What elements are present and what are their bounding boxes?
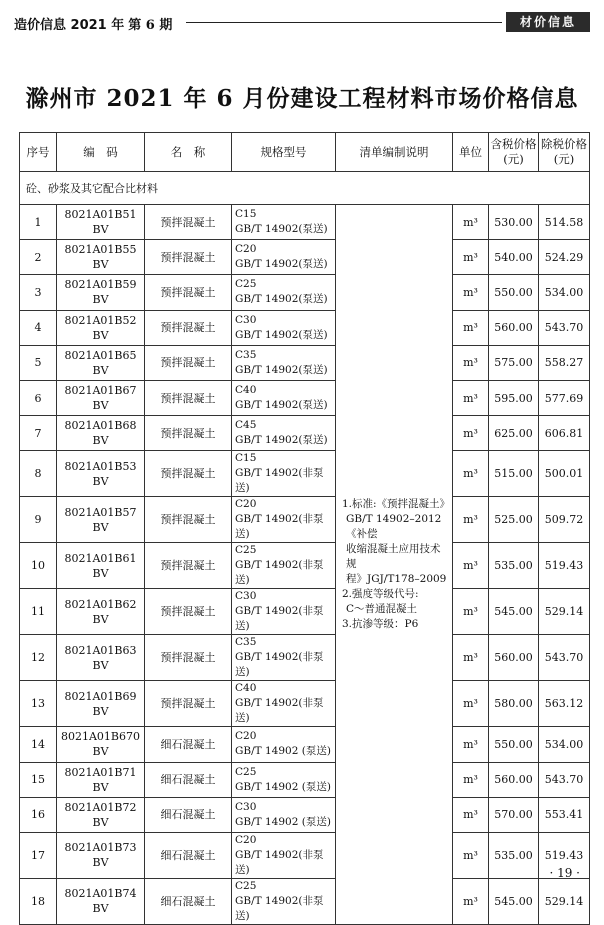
spec-grade: C20 bbox=[235, 243, 257, 256]
row-name: 细石混凝土 bbox=[145, 878, 232, 924]
code-line-2: BV bbox=[92, 474, 109, 488]
code-line-2: BV bbox=[92, 434, 109, 448]
spec-standard: GB/T 14902(非泵送) bbox=[235, 513, 324, 541]
table-row bbox=[20, 727, 590, 762]
code-line-1: 8021A01B55 bbox=[64, 243, 137, 257]
row-spec bbox=[232, 416, 336, 451]
row-unit: m³ bbox=[453, 762, 489, 797]
code-line-2: BV bbox=[92, 780, 109, 794]
code-line-2: BV bbox=[92, 704, 109, 718]
row-notax-price: 519.43 bbox=[539, 832, 590, 878]
table-row bbox=[20, 635, 590, 681]
code-line-2: BV bbox=[92, 566, 109, 580]
row-notax-price: 534.00 bbox=[539, 727, 590, 762]
row-code bbox=[57, 589, 145, 635]
table-row bbox=[20, 451, 590, 497]
row-code bbox=[57, 543, 145, 589]
code-line-1: 8021A01B59 bbox=[64, 278, 137, 292]
row-spec bbox=[232, 380, 336, 415]
row-tax-price: 560.00 bbox=[489, 762, 539, 797]
spec-grade: C40 bbox=[235, 384, 257, 397]
table-row bbox=[20, 589, 590, 635]
row-code bbox=[57, 497, 145, 543]
row-tax-price: 515.00 bbox=[489, 451, 539, 497]
row-code bbox=[57, 310, 145, 345]
page-title: 滁州市 2021 年 6 月份建设工程材料市场价格信息 bbox=[25, 85, 579, 112]
row-name: 预拌混凝土 bbox=[145, 635, 232, 681]
row-code bbox=[57, 275, 145, 310]
spec-standard: GB/T 14902 (泵送) bbox=[235, 745, 331, 758]
col-header-notax-price: 除税价格(元) bbox=[539, 133, 590, 172]
code-line-1: 8021A01B52 bbox=[64, 313, 137, 327]
row-name: 预拌混凝土 bbox=[145, 310, 232, 345]
row-spec bbox=[232, 681, 336, 727]
row-spec bbox=[232, 497, 336, 543]
spec-grade: C15 bbox=[235, 452, 257, 465]
row-unit: m³ bbox=[453, 878, 489, 924]
row-spec bbox=[232, 762, 336, 797]
row-tax-price: 560.00 bbox=[489, 310, 539, 345]
row-code bbox=[57, 878, 145, 924]
row-name: 预拌混凝土 bbox=[145, 240, 232, 275]
col-header-spec: 规格型号 bbox=[232, 133, 336, 172]
row-unit: m³ bbox=[453, 635, 489, 681]
table-row bbox=[20, 497, 590, 543]
table-header-row bbox=[20, 133, 590, 172]
row-unit: m³ bbox=[453, 205, 489, 240]
row-spec bbox=[232, 878, 336, 924]
spec-grade: C25 bbox=[235, 544, 257, 557]
spec-standard: GB/T 14902(非泵送) bbox=[235, 651, 324, 679]
row-tax-price: 570.00 bbox=[489, 797, 539, 832]
row-no: 6 bbox=[20, 380, 57, 415]
row-name: 细石混凝土 bbox=[145, 762, 232, 797]
row-name: 预拌混凝土 bbox=[145, 416, 232, 451]
row-no: 18 bbox=[20, 878, 57, 924]
row-code bbox=[57, 345, 145, 380]
table-row bbox=[20, 205, 590, 240]
code-line-2: BV bbox=[92, 658, 109, 672]
row-unit: m³ bbox=[453, 589, 489, 635]
row-tax-price: 540.00 bbox=[489, 240, 539, 275]
row-code bbox=[57, 832, 145, 878]
row-notax-price: 577.69 bbox=[539, 380, 590, 415]
row-spec bbox=[232, 451, 336, 497]
row-no: 14 bbox=[20, 727, 57, 762]
code-line-1: 8021A01B53 bbox=[64, 459, 137, 473]
notes-line: 1.标准:《预拌混凝土》 bbox=[342, 497, 451, 510]
category-label: 砼、砂浆及其它配合比材料 bbox=[20, 172, 590, 205]
spec-standard: GB/T 14902(泵送) bbox=[235, 363, 328, 376]
row-notax-price: 563.12 bbox=[539, 681, 590, 727]
row-name: 预拌混凝土 bbox=[145, 681, 232, 727]
row-spec bbox=[232, 832, 336, 878]
spec-grade: C30 bbox=[235, 313, 257, 326]
spec-standard: GB/T 14902 (泵送) bbox=[235, 815, 331, 828]
table-row bbox=[20, 345, 590, 380]
spec-grade: C15 bbox=[235, 208, 257, 221]
row-no: 4 bbox=[20, 310, 57, 345]
table-row bbox=[20, 762, 590, 797]
code-line-2: BV bbox=[92, 399, 109, 413]
row-spec bbox=[232, 205, 336, 240]
table-row bbox=[20, 681, 590, 727]
row-code bbox=[57, 727, 145, 762]
row-spec bbox=[232, 635, 336, 681]
row-name: 预拌混凝土 bbox=[145, 345, 232, 380]
row-code bbox=[57, 380, 145, 415]
spec-standard: GB/T 14902(非泵送) bbox=[235, 697, 324, 725]
row-notax-price: 519.43 bbox=[539, 543, 590, 589]
row-code bbox=[57, 240, 145, 275]
row-name: 预拌混凝土 bbox=[145, 380, 232, 415]
notes-line: 3.抗渗等级：P6 bbox=[342, 617, 419, 630]
row-tax-price: 545.00 bbox=[489, 878, 539, 924]
col-header-unit: 单位 bbox=[453, 133, 489, 172]
section-tag: 材价信息 bbox=[506, 12, 590, 32]
row-code bbox=[57, 416, 145, 451]
notes-line: 2.强度等级代号: bbox=[342, 587, 419, 600]
row-name: 预拌混凝土 bbox=[145, 589, 232, 635]
spec-grade: C45 bbox=[235, 419, 257, 432]
row-no: 16 bbox=[20, 797, 57, 832]
code-line-2: BV bbox=[92, 612, 109, 626]
col-header-no: 序号 bbox=[20, 133, 57, 172]
row-name: 预拌混凝土 bbox=[145, 275, 232, 310]
row-code bbox=[57, 451, 145, 497]
row-unit: m³ bbox=[453, 451, 489, 497]
row-notax-price: 524.29 bbox=[539, 240, 590, 275]
code-line-1: 8021A01B67 bbox=[64, 384, 137, 398]
col-header-notes: 清单编制说明 bbox=[336, 133, 453, 172]
row-notax-price: 509.72 bbox=[539, 497, 590, 543]
row-name: 预拌混凝土 bbox=[145, 497, 232, 543]
row-spec bbox=[232, 345, 336, 380]
row-code bbox=[57, 205, 145, 240]
row-spec bbox=[232, 797, 336, 832]
notes-line: C～普通混凝土 bbox=[346, 602, 418, 615]
row-code bbox=[57, 635, 145, 681]
code-line-1: 8021A01B670 bbox=[60, 730, 140, 744]
table-row bbox=[20, 275, 590, 310]
spec-standard: GB/T 14902(泵送) bbox=[235, 328, 328, 341]
code-line-1: 8021A01B62 bbox=[64, 597, 137, 611]
row-name: 预拌混凝土 bbox=[145, 451, 232, 497]
spec-standard: GB/T 14902(非泵送) bbox=[235, 605, 324, 633]
notes-cell bbox=[336, 205, 453, 925]
code-line-1: 8021A01B72 bbox=[64, 800, 137, 814]
row-tax-price: 625.00 bbox=[489, 416, 539, 451]
spec-grade: C20 bbox=[235, 498, 257, 511]
row-no: 17 bbox=[20, 832, 57, 878]
spec-grade: C35 bbox=[235, 348, 257, 361]
spec-standard: GB/T 14902(泵送) bbox=[235, 434, 328, 447]
row-name: 预拌混凝土 bbox=[145, 543, 232, 589]
page-number: · 19 · bbox=[549, 866, 580, 880]
spec-grade: C25 bbox=[235, 765, 257, 778]
spec-grade: C30 bbox=[235, 590, 257, 603]
code-line-2: BV bbox=[92, 815, 109, 829]
row-tax-price: 535.00 bbox=[489, 543, 539, 589]
table-row bbox=[20, 310, 590, 345]
row-notax-price: 534.00 bbox=[539, 275, 590, 310]
spec-grade: C35 bbox=[235, 636, 257, 649]
row-no: 11 bbox=[20, 589, 57, 635]
table-row bbox=[20, 240, 590, 275]
row-name: 预拌混凝土 bbox=[145, 205, 232, 240]
magazine-title: 造价信息 2021 年 bbox=[14, 18, 125, 33]
magazine-name bbox=[14, 14, 172, 33]
row-notax-price: 514.58 bbox=[539, 205, 590, 240]
spec-grade: C25 bbox=[235, 879, 257, 892]
code-line-2: BV bbox=[92, 363, 109, 377]
spec-standard: GB/T 14902(泵送) bbox=[235, 293, 328, 306]
row-unit: m³ bbox=[453, 681, 489, 727]
row-tax-price: 580.00 bbox=[489, 681, 539, 727]
row-no: 10 bbox=[20, 543, 57, 589]
page-header bbox=[14, 12, 590, 32]
code-line-1: 8021A01B63 bbox=[64, 643, 137, 657]
row-no: 9 bbox=[20, 497, 57, 543]
row-spec bbox=[232, 543, 336, 589]
table-row bbox=[20, 832, 590, 878]
row-spec bbox=[232, 727, 336, 762]
row-unit: m³ bbox=[453, 497, 489, 543]
row-tax-price: 535.00 bbox=[489, 832, 539, 878]
spec-standard: GB/T 14902(非泵送) bbox=[235, 467, 324, 495]
row-no: 2 bbox=[20, 240, 57, 275]
row-code bbox=[57, 762, 145, 797]
table-row bbox=[20, 543, 590, 589]
code-line-1: 8021A01B57 bbox=[64, 505, 137, 519]
spec-standard: GB/T 14902(泵送) bbox=[235, 399, 328, 412]
row-tax-price: 530.00 bbox=[489, 205, 539, 240]
code-line-2: BV bbox=[92, 902, 109, 916]
spec-standard: GB/T 14902(非泵送) bbox=[235, 848, 324, 876]
code-line-2: BV bbox=[92, 223, 109, 237]
notes-line: 程》JGJ/T178–2009 bbox=[346, 572, 447, 585]
row-unit: m³ bbox=[453, 345, 489, 380]
code-line-2: BV bbox=[92, 258, 109, 272]
row-tax-price: 550.00 bbox=[489, 727, 539, 762]
row-tax-price: 545.00 bbox=[489, 589, 539, 635]
issue-number: 第 6 期 bbox=[128, 18, 173, 33]
row-no: 8 bbox=[20, 451, 57, 497]
row-unit: m³ bbox=[453, 543, 489, 589]
col-header-name: 名 称 bbox=[145, 133, 232, 172]
row-unit: m³ bbox=[453, 240, 489, 275]
row-no: 13 bbox=[20, 681, 57, 727]
spec-standard: GB/T 14902 (泵送) bbox=[235, 780, 331, 793]
code-line-1: 8021A01B65 bbox=[64, 348, 137, 362]
spec-grade: C25 bbox=[235, 278, 257, 291]
notes-line: GB/T 14902–2012《补偿 bbox=[346, 512, 442, 540]
code-line-2: BV bbox=[92, 856, 109, 870]
code-line-1: 8021A01B73 bbox=[64, 841, 137, 855]
row-unit: m³ bbox=[453, 275, 489, 310]
category-row bbox=[20, 172, 590, 205]
spec-grade: C30 bbox=[235, 800, 257, 813]
notes-line: 收缩混凝土应用技术规 bbox=[346, 542, 441, 570]
row-unit: m³ bbox=[453, 832, 489, 878]
code-line-1: 8021A01B71 bbox=[64, 765, 137, 779]
row-no: 7 bbox=[20, 416, 57, 451]
row-name: 细石混凝土 bbox=[145, 832, 232, 878]
spec-grade: C20 bbox=[235, 833, 257, 846]
code-line-2: BV bbox=[92, 745, 109, 759]
code-line-1: 8021A01B74 bbox=[64, 887, 137, 901]
row-code bbox=[57, 797, 145, 832]
row-notax-price: 558.27 bbox=[539, 345, 590, 380]
row-name: 细石混凝土 bbox=[145, 797, 232, 832]
row-no: 15 bbox=[20, 762, 57, 797]
col-header-tax-price: 含税价格(元) bbox=[489, 133, 539, 172]
spec-standard: GB/T 14902(非泵送) bbox=[235, 894, 324, 922]
spec-standard: GB/T 14902(泵送) bbox=[235, 258, 328, 271]
row-unit: m³ bbox=[453, 727, 489, 762]
row-unit: m³ bbox=[453, 310, 489, 345]
row-spec bbox=[232, 310, 336, 345]
row-unit: m³ bbox=[453, 416, 489, 451]
row-tax-price: 575.00 bbox=[489, 345, 539, 380]
spec-standard: GB/T 14902(非泵送) bbox=[235, 559, 324, 587]
spec-standard: GB/T 14902(泵送) bbox=[235, 223, 328, 236]
row-spec bbox=[232, 589, 336, 635]
code-line-1: 8021A01B51 bbox=[64, 208, 137, 222]
row-no: 1 bbox=[20, 205, 57, 240]
row-unit: m³ bbox=[453, 380, 489, 415]
spec-grade: C20 bbox=[235, 730, 257, 743]
row-tax-price: 595.00 bbox=[489, 380, 539, 415]
row-no: 5 bbox=[20, 345, 57, 380]
row-notax-price: 606.81 bbox=[539, 416, 590, 451]
price-table bbox=[19, 132, 590, 925]
code-line-2: BV bbox=[92, 328, 109, 342]
row-tax-price: 525.00 bbox=[489, 497, 539, 543]
row-no: 3 bbox=[20, 275, 57, 310]
code-line-1: 8021A01B69 bbox=[64, 689, 137, 703]
code-line-1: 8021A01B68 bbox=[64, 419, 137, 433]
row-no: 12 bbox=[20, 635, 57, 681]
row-notax-price: 543.70 bbox=[539, 762, 590, 797]
row-spec bbox=[232, 240, 336, 275]
row-unit: m³ bbox=[453, 797, 489, 832]
row-tax-price: 560.00 bbox=[489, 635, 539, 681]
row-notax-price: 543.70 bbox=[539, 310, 590, 345]
row-notax-price: 500.01 bbox=[539, 451, 590, 497]
row-notax-price: 529.14 bbox=[539, 878, 590, 924]
code-line-2: BV bbox=[92, 293, 109, 307]
row-notax-price: 529.14 bbox=[539, 589, 590, 635]
code-line-2: BV bbox=[92, 520, 109, 534]
row-tax-price: 550.00 bbox=[489, 275, 539, 310]
row-notax-price: 543.70 bbox=[539, 635, 590, 681]
row-spec bbox=[232, 275, 336, 310]
spec-grade: C40 bbox=[235, 682, 257, 695]
code-line-1: 8021A01B61 bbox=[64, 551, 137, 565]
table-row bbox=[20, 797, 590, 832]
row-name: 细石混凝土 bbox=[145, 727, 232, 762]
row-code bbox=[57, 681, 145, 727]
header-rule bbox=[186, 22, 502, 23]
table-row bbox=[20, 878, 590, 924]
table-row bbox=[20, 416, 590, 451]
table-row bbox=[20, 380, 590, 415]
col-header-code: 编 码 bbox=[57, 133, 145, 172]
row-notax-price: 553.41 bbox=[539, 797, 590, 832]
